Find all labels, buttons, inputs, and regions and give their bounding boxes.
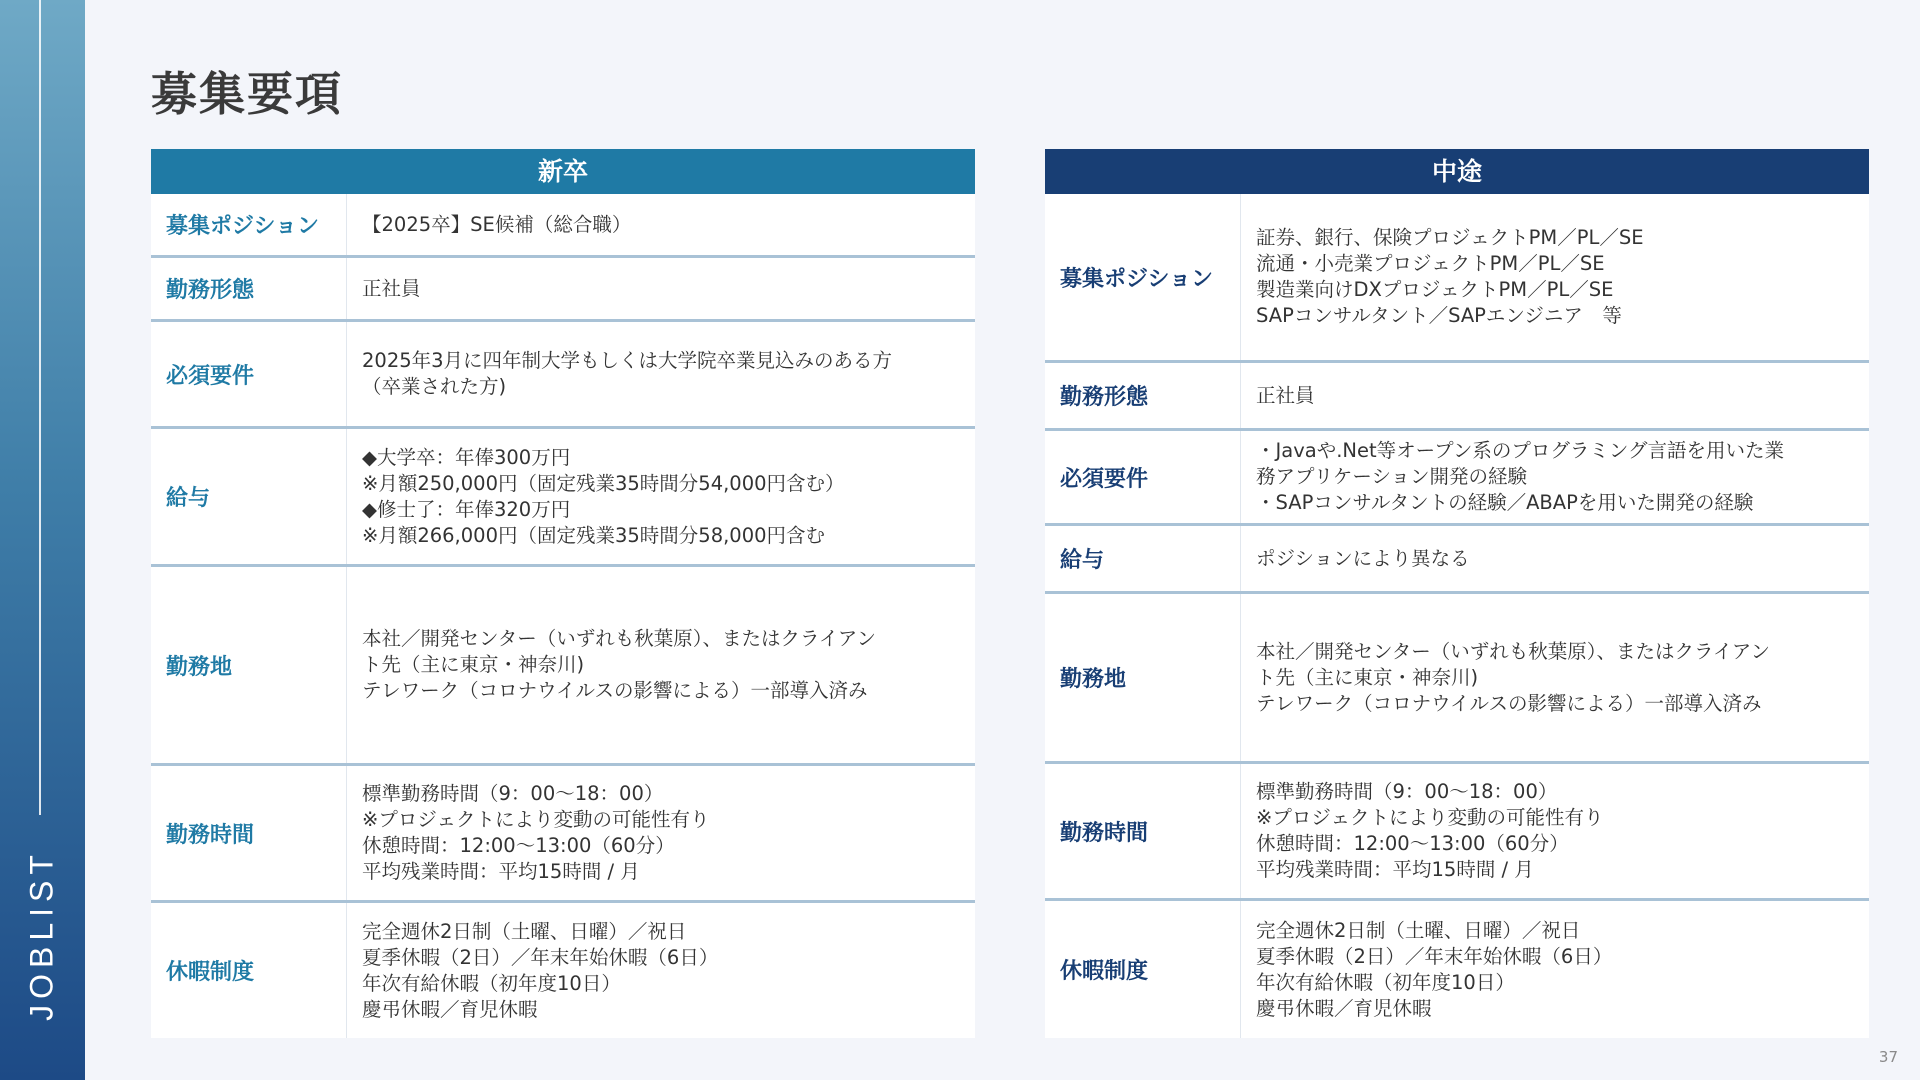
value-line: ※プロジェクトにより変動の可能性有り	[362, 808, 710, 831]
value-line: 完全週休2日制（土曜、日曜）／祝日	[362, 919, 687, 943]
value-line: 慶弔休暇／育児休暇	[362, 997, 538, 1021]
value-line: 夏季休暇（2日）／年末年始休暇（6日）	[1256, 944, 1613, 968]
value-line: 本社／開発センター（いずれも秋葉原）、またはクライアン	[362, 627, 877, 650]
value-line: 証券、銀行、保険プロジェクトPM／PL／SE	[1256, 226, 1644, 249]
row-label: 休暇制度	[151, 903, 347, 1038]
new-grad-panel	[151, 149, 975, 1038]
table-row-requirements	[151, 322, 975, 429]
table-row-holidays	[151, 903, 975, 1038]
row-label: 給与	[151, 429, 347, 564]
value-line: ・Javaや.Net等オープン系のプログラミング言語を用いた業	[1256, 439, 1784, 462]
table-row-working-hours	[151, 766, 975, 903]
value-line: 正社員	[362, 276, 421, 300]
row-value	[347, 766, 975, 900]
value-line: 本社／開発センター（いずれも秋葉原）、またはクライアン	[1256, 639, 1771, 663]
table-row-holidays	[1045, 901, 1869, 1038]
row-label: 勤務形態	[151, 258, 347, 319]
table-row-working-hours	[1045, 764, 1869, 901]
value-line: ◆修士了：年俸320万円	[362, 497, 571, 521]
value-line: SAPコンサルタント／SAPエンジニア 等	[1256, 304, 1622, 327]
table-row-salary	[1045, 526, 1869, 594]
table-row-salary	[151, 429, 975, 567]
mid-career-header: 中途	[1045, 149, 1869, 194]
row-value	[1241, 526, 1869, 591]
value-line: テレワーク（コロナウイルスの影響による）一部導入済み	[1256, 691, 1762, 715]
value-line: ト先（主に東京・神奈川)	[1256, 665, 1479, 689]
row-label: 勤務地	[151, 567, 347, 763]
brand-logo-text: JOBLIST	[23, 849, 60, 1021]
row-label: 勤務形態	[1045, 363, 1241, 428]
row-label: 勤務時間	[151, 766, 347, 900]
value-line: 標準勤務時間（9：00〜18：00）	[362, 782, 664, 805]
value-line: ト先（主に東京・神奈川)	[362, 653, 585, 676]
value-line: 【2025卒】SE候補（総合職）	[362, 212, 632, 236]
table-row-employment-type	[151, 258, 975, 322]
row-label: 必須要件	[1045, 431, 1241, 523]
value-line: 平均残業時間：平均15時間 / 月	[1256, 858, 1534, 881]
row-label: 給与	[1045, 526, 1241, 591]
row-value	[347, 903, 975, 1038]
row-value	[1241, 431, 1869, 523]
row-value	[347, 567, 975, 763]
value-line: 流通・小売業プロジェクトPM／PL／SE	[1256, 252, 1605, 275]
new-grad-header: 新卒	[151, 149, 975, 194]
row-value	[1241, 194, 1869, 360]
value-line: 製造業向けDXプロジェクトPM／PL／SE	[1256, 278, 1614, 301]
value-line: 務アプリケーション開発の経験	[1256, 465, 1528, 488]
value-line: （卒業された方)	[362, 375, 507, 398]
value-line: ※月額250,000円（固定残業35時間分54,000円含む）	[362, 471, 845, 495]
row-value	[347, 429, 975, 564]
value-line: 夏季休暇（2日）／年末年始休暇（6日）	[362, 945, 719, 969]
row-value	[1241, 901, 1869, 1038]
row-label: 勤務地	[1045, 594, 1241, 761]
table-row-location	[151, 567, 975, 766]
mid-career-panel	[1045, 149, 1869, 1038]
page-title: 募集要項	[151, 67, 343, 121]
table-row-employment-type	[1045, 363, 1869, 431]
value-line: 標準勤務時間（9：00〜18：00）	[1256, 780, 1558, 803]
row-value	[1241, 764, 1869, 898]
value-line: 休憩時間：12:00〜13:00（60分）	[362, 834, 675, 857]
value-line: ・SAPコンサルタントの経験／ABAPを用いた開発の経験	[1256, 491, 1754, 514]
row-label: 必須要件	[151, 322, 347, 426]
value-line: 正社員	[1256, 383, 1315, 407]
value-line: ※月額266,000円（固定残業35時間分58,000円含む	[362, 523, 826, 547]
value-line: ※プロジェクトにより変動の可能性有り	[1256, 806, 1604, 829]
value-line: 年次有給休暇（初年度10日）	[362, 971, 621, 995]
value-line: 2025年3月に四年制大学もしくは大学院卒業見込みのある方	[362, 349, 893, 372]
value-line: 年次有給休暇（初年度10日）	[1256, 970, 1515, 994]
table-row-position	[151, 194, 975, 258]
row-label: 休暇制度	[1045, 901, 1241, 1038]
row-value	[1241, 363, 1869, 428]
row-value	[347, 258, 975, 319]
value-line: 完全週休2日制（土曜、日曜）／祝日	[1256, 918, 1581, 942]
value-line: ポジションにより異なる	[1256, 546, 1470, 570]
table-row-location	[1045, 594, 1869, 764]
row-label: 募集ポジション	[1045, 194, 1241, 360]
table-row-position	[1045, 194, 1869, 363]
value-line: 休憩時間：12:00〜13:00（60分）	[1256, 832, 1569, 855]
value-line: テレワーク（コロナウイルスの影響による）一部導入済み	[362, 679, 868, 702]
table-row-requirements	[1045, 431, 1869, 526]
value-line: 平均残業時間：平均15時間 / 月	[362, 860, 640, 883]
sidebar-divider	[39, 0, 41, 815]
value-line: 慶弔休暇／育児休暇	[1256, 996, 1432, 1020]
row-label: 募集ポジション	[151, 194, 347, 255]
row-value	[347, 194, 975, 255]
row-label: 勤務時間	[1045, 764, 1241, 898]
sidebar	[0, 0, 85, 1080]
row-value	[347, 322, 975, 426]
value-line: ◆大学卒：年俸300万円	[362, 445, 571, 469]
row-value	[1241, 594, 1869, 761]
page-number: 37	[1878, 1048, 1898, 1066]
